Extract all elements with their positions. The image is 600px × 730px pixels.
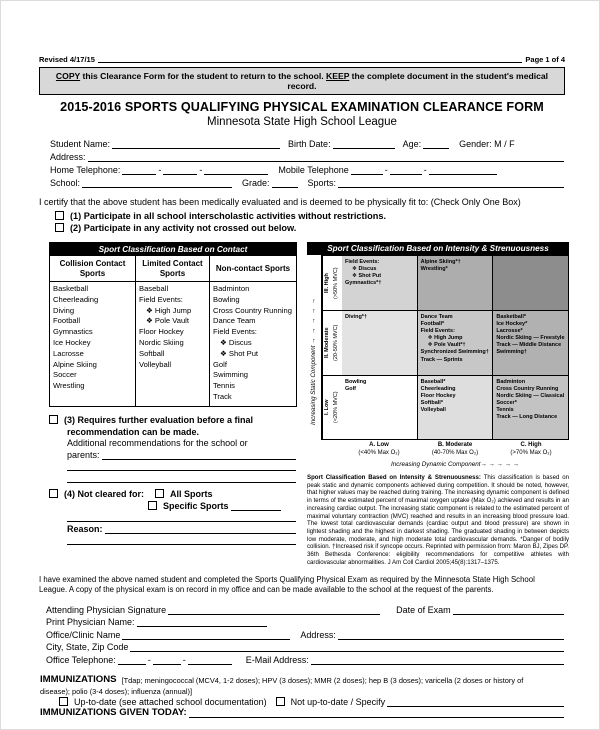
- contact-column-body: [136, 282, 210, 406]
- blank-line[interactable]: [351, 166, 383, 175]
- checkbox[interactable]: [49, 415, 58, 424]
- checkbox[interactable]: [55, 223, 64, 232]
- form-line: [45, 627, 565, 640]
- field-label: -: [384, 165, 388, 175]
- sport-item: ❖ Discus: [352, 266, 377, 273]
- intensity-row: [322, 376, 568, 439]
- right-column: [307, 242, 569, 566]
- field-label: -: [423, 165, 427, 175]
- form-line: [45, 615, 565, 628]
- form-line: [49, 149, 565, 162]
- sport-item: ❖ Pole Vault: [146, 316, 189, 326]
- meta-rule: [98, 62, 523, 63]
- footnote-body: This classification is based on peak static and dynamic components achieved during competition. It should be noted, however, that higher values may be reached during training. The increasing dynamic component is defined in terms of the estimated percent of maximal oxygen uptake (Max O₂) achieved and results in an increasing cardiac output. The increasing static component is related to the estimated percent of maximal voluntary contraction (MVC) reached and results in an increasing blood pressure load. The lowest total cardiovascular demands (cardiac output and blood pressure) are shown in lightest shading and the highest in darkest shading. The graduated shading in between depicts low moderate, moderate, and high moderate total cardiovascular demands. *Danger of bodily collision. †Increased risk if syncope occurs. Reprinted with permission from: Maron BJ, Zipes DP. 36th Bethesda Conference: eligibility recommendations for competitive athletes with cardiovascular abnormalities. J Am Coll Cardiol 2005;45(8):1317–1375.: [307, 474, 569, 566]
- sport-item: Field Events:: [213, 327, 257, 337]
- field-label: Attending Physician Signature: [46, 604, 167, 615]
- sport-item: Track: [213, 391, 232, 401]
- field-label: (1) Participate in all school interscholastic activities without restrictions.: [70, 211, 387, 221]
- intensity-row-label: I. Low (<20% MVC): [322, 376, 342, 439]
- field-label: E-Mail Address:: [245, 654, 309, 665]
- sport-item: Softball*: [420, 400, 443, 407]
- form-line: [49, 460, 297, 472]
- sport-item: Badminton: [213, 284, 250, 293]
- blank-line[interactable]: [153, 656, 181, 665]
- sport-item: Cheerleading: [420, 386, 456, 393]
- static-axis-label: Increasing Static Component: [310, 344, 317, 426]
- blank-line[interactable]: [311, 656, 564, 665]
- blank-line[interactable]: [333, 140, 395, 149]
- contact-column-header: Non-contact Sports: [210, 256, 296, 282]
- field-label: School:: [50, 178, 81, 188]
- blank-line[interactable]: [423, 140, 449, 149]
- field-label: Specific Sports: [163, 500, 229, 511]
- blank-line[interactable]: [387, 698, 564, 707]
- form-line: [49, 511, 297, 523]
- sport-item: Cross Country Running: [213, 305, 292, 315]
- footnote-lead: Sport Classification Based on Intensity & Strenuousness:: [307, 474, 481, 481]
- keep-text: the complete document in the student's medical record.: [287, 71, 549, 91]
- dynamic-axis-arrows: → → → → →: [480, 461, 520, 468]
- sport-item: Cheerleading: [53, 294, 99, 304]
- blank-line[interactable]: [453, 606, 564, 615]
- form-line: [49, 448, 297, 460]
- form-line: [49, 488, 297, 500]
- sport-item: Nordic Skiing — Classical: [496, 393, 565, 400]
- sport-item: Lacrosse*: [496, 328, 523, 335]
- form-line: [49, 437, 297, 449]
- sport-item: Track — Sprints: [420, 356, 463, 363]
- sport-item: Basketball*: [496, 314, 526, 320]
- blank-line[interactable]: [188, 656, 232, 665]
- form-line: [39, 696, 565, 707]
- field-label: Age:: [402, 139, 422, 149]
- blank-line[interactable]: [163, 166, 197, 175]
- contact-column-body: [50, 282, 136, 406]
- form-line: [49, 499, 297, 511]
- form-line: [39, 707, 565, 718]
- sport-item: ❖ Shot Put: [220, 348, 259, 358]
- blank-line[interactable]: [112, 140, 280, 149]
- sport-item: ❖ Shot Put: [352, 273, 382, 280]
- sport-item: Soccer: [53, 370, 77, 380]
- intensity-table-title: Sport Classification Based on Intensity & Strenuousness: [307, 242, 569, 255]
- blank-line[interactable]: [102, 451, 296, 460]
- sport-item: Floor Hockey: [139, 327, 184, 337]
- dynamic-axis-label: Increasing Dynamic Component: [390, 461, 481, 468]
- field-label: -: [158, 165, 162, 175]
- form-title: 2015-2016 SPORTS QUALIFYING PHYSICAL EXAMINATION CLEARANCE FORM: [60, 100, 544, 114]
- form-line: [39, 674, 565, 685]
- section-further-evaluation: [49, 414, 297, 483]
- contact-classification-table: [49, 242, 297, 407]
- sport-item: Dance Team: [213, 316, 256, 326]
- contact-column: [210, 256, 296, 406]
- field-label: Address:: [300, 629, 336, 640]
- contact-table-title: Sport Classification Based on Contact: [50, 243, 296, 256]
- field-label: [Tdap; meningococcal (MCV4, 1-2 doses); HPV (3 doses); MMR (2 doses); hep B (3 doses); varicella (2 doses or history of: [121, 675, 524, 685]
- intensity-cell: [493, 376, 568, 439]
- certify-statement: I certify that the above student has been medically evaluated and is deemed to be physically fit to: (Check Only One Box): [39, 197, 521, 207]
- sport-item: Alpine Skiing*†: [420, 259, 461, 265]
- form-line: [45, 652, 565, 665]
- blank-line[interactable]: [204, 166, 268, 175]
- form-line: [45, 640, 565, 653]
- sport-item: Swimming†: [496, 349, 527, 356]
- sport-item: Volleyball: [139, 359, 172, 369]
- contact-table-columns: [50, 256, 296, 406]
- dynamic-component-axis: [321, 461, 569, 468]
- contact-column: [136, 256, 210, 406]
- form-line: [49, 136, 565, 149]
- sport-item: Floor Hockey: [420, 393, 456, 400]
- page-meta-row: [39, 55, 565, 64]
- intensity-grid: [321, 255, 569, 440]
- sport-item: ❖ High Jump: [146, 305, 192, 315]
- sport-item: Volleyball: [420, 407, 446, 414]
- field-label: Date of Exam: [396, 604, 451, 615]
- blank-line[interactable]: [67, 513, 296, 522]
- field-label: -: [147, 654, 151, 665]
- field-label: parents:: [67, 449, 100, 460]
- sport-item: Golf: [213, 359, 227, 369]
- sport-item: Bowling: [213, 294, 240, 304]
- sport-item: Cross Country Running: [496, 386, 559, 393]
- sport-item: Football: [53, 316, 81, 326]
- intensity-table-body: [307, 255, 569, 468]
- form-line: [49, 425, 297, 437]
- sport-item: Swimming: [213, 370, 249, 380]
- checkbox[interactable]: [155, 489, 164, 498]
- sport-item: Tennis: [496, 407, 514, 414]
- sport-item: Baseball*: [420, 379, 446, 385]
- field-label: Gender: M / F: [459, 139, 515, 149]
- sport-item: Bowling: [345, 379, 367, 385]
- intensity-cell: [418, 256, 494, 310]
- blank-line[interactable]: [88, 153, 564, 162]
- checkbox[interactable]: [49, 489, 58, 498]
- field-label: Student Name:: [50, 139, 111, 149]
- sport-item: Track — Middle Distance: [496, 342, 562, 349]
- intensity-cell: [342, 376, 418, 439]
- field-label: (2) Participate in any activity not crossed out below.: [70, 223, 297, 233]
- blank-line[interactable]: [272, 179, 298, 188]
- blank-line[interactable]: [130, 643, 564, 652]
- revised-date: Revised 4/17/15: [39, 55, 95, 64]
- checkbox[interactable]: [55, 211, 64, 220]
- field-label: Sports:: [307, 178, 337, 188]
- blank-line[interactable]: [105, 525, 296, 534]
- contact-column: [50, 256, 136, 406]
- left-column: [49, 242, 297, 545]
- student-info-fields: [49, 136, 565, 188]
- form-line: [49, 522, 297, 534]
- immunizations-section: [39, 674, 565, 718]
- form-line: [49, 414, 297, 426]
- blank-line[interactable]: [67, 474, 296, 483]
- section-not-cleared: [49, 488, 297, 546]
- field-label: Print Physician Name:: [46, 617, 135, 628]
- field-label: Reason:: [67, 523, 103, 534]
- field-label: All Sports: [170, 489, 213, 500]
- intensity-col-footer: A. Low (<40% Max O₂): [358, 442, 400, 456]
- sport-item: Golf: [345, 386, 356, 393]
- sport-item: ❖ Pole Vault*†: [427, 342, 466, 349]
- sport-item: Diving*†: [345, 314, 368, 320]
- intensity-cell: [342, 311, 418, 375]
- field-label: recommendation can be made.: [67, 426, 200, 437]
- form-subtitle: Minnesota State High School League: [207, 116, 397, 128]
- sport-item: Basketball: [53, 284, 89, 293]
- intensity-row: [322, 311, 568, 376]
- field-label: -: [199, 165, 203, 175]
- physician-fields: [45, 602, 565, 665]
- sport-item: Gymnastics: [53, 327, 93, 337]
- sport-item: Wrestling*: [420, 266, 448, 273]
- blank-line[interactable]: [338, 179, 564, 188]
- field-label: -: [182, 654, 186, 665]
- field-label: Home Telephone:: [50, 165, 121, 175]
- blank-line[interactable]: [82, 179, 232, 188]
- sport-item: Baseball: [139, 284, 169, 293]
- sport-item: Nordic Skiing: [139, 337, 184, 347]
- sport-item: Ice Hockey*: [496, 321, 528, 328]
- sport-item: Softball: [139, 348, 165, 358]
- field-label: Office Telephone:: [46, 654, 116, 665]
- sport-item: ❖ Discus: [220, 337, 252, 347]
- intensity-row-label: II. Moderate (20-50% MVC): [322, 311, 342, 375]
- field-label: Address:: [50, 152, 86, 162]
- sport-item: Track — Long Distance: [496, 414, 558, 421]
- form-line: [45, 602, 565, 615]
- blank-line[interactable]: [67, 462, 296, 471]
- field-label: disease); polio (3-4 doses); influenza (annual)]: [40, 686, 193, 696]
- page-number: Page 1 of 4: [525, 55, 565, 64]
- contact-column-body: [210, 282, 296, 406]
- sport-item: Field Events:: [345, 259, 380, 265]
- field-label: City, State, Zip Code: [46, 642, 129, 653]
- field-label: Up-to-date (see attached school documentation): [74, 696, 267, 707]
- field-label: Additional recommendations for the school or: [67, 438, 248, 449]
- checkbox[interactable]: [148, 501, 157, 510]
- intensity-col-footer: C. High (>70% Max O₂): [510, 442, 552, 456]
- blank-line[interactable]: [231, 502, 281, 511]
- field-label: Office/Clinic Name: [46, 629, 121, 640]
- blank-line[interactable]: [122, 631, 290, 640]
- form-line: [39, 209, 565, 221]
- keep-word: KEEP: [326, 71, 350, 81]
- intensity-col-footer: B. Moderate (40-70% Max O₂): [431, 442, 479, 456]
- form-line: [49, 534, 297, 546]
- blank-line[interactable]: [67, 536, 296, 545]
- form-line: [39, 221, 565, 233]
- intensity-cell: [418, 311, 494, 375]
- intensity-classification-table: [307, 242, 569, 468]
- sport-item: Synchronized Swimming†: [420, 349, 489, 356]
- contact-column-header: Limited Contact Sports: [136, 256, 210, 282]
- intensity-column-footers: [321, 442, 569, 457]
- blank-line[interactable]: [137, 618, 267, 627]
- blank-line[interactable]: [189, 709, 564, 718]
- blank-line[interactable]: [429, 166, 497, 175]
- field-label: (3) Requires further evaluation before a final: [64, 415, 254, 426]
- field-label: IMMUNIZATIONS: [40, 673, 117, 685]
- form-line: [49, 175, 565, 188]
- certify-options: [39, 209, 565, 233]
- sport-item: Wrestling: [53, 381, 85, 391]
- sport-item: Lacrosse: [53, 348, 84, 358]
- blank-line[interactable]: [122, 166, 156, 175]
- intensity-cell: [493, 311, 568, 375]
- sport-item: Nordic Skiing — Freestyle: [496, 335, 565, 342]
- sport-item: Football*: [420, 321, 445, 328]
- blank-line[interactable]: [168, 606, 380, 615]
- sport-item: Ice Hockey: [53, 337, 91, 347]
- sport-item: Gymnastics*†: [345, 280, 382, 287]
- field-label: IMMUNIZATIONS GIVEN TODAY:: [40, 706, 187, 718]
- form-line: [39, 685, 565, 696]
- checkbox[interactable]: [276, 697, 285, 706]
- field-label: Birth Date:: [288, 139, 331, 149]
- copy-notice-banner: [39, 67, 565, 95]
- intensity-row-label: III. High (>50% MVC): [322, 256, 342, 310]
- blank-line[interactable]: [118, 656, 146, 665]
- intensity-grid-wrap: [321, 255, 569, 468]
- intensity-cell: [493, 256, 568, 310]
- sport-item: Tennis: [213, 381, 235, 391]
- classification-footnote: [307, 474, 569, 566]
- intensity-cell: [342, 256, 418, 310]
- intensity-cell: [418, 376, 494, 439]
- static-component-axis: [307, 255, 321, 468]
- field-label: (4) Not cleared for:: [64, 489, 145, 500]
- examination-statement: I have examined the above named student and completed the Sports Qualifying Physical Exam as required by the Minnesota State High School League. A copy of the physical exam is on record in my office and can be made available to the school at the request of the parents.: [39, 575, 535, 595]
- blank-line[interactable]: [390, 166, 422, 175]
- blank-line[interactable]: [338, 631, 564, 640]
- checkbox[interactable]: [59, 697, 68, 706]
- sport-item: Alpine Skiing: [53, 359, 97, 369]
- sport-item: ❖ High Jump: [427, 335, 463, 342]
- form-line: [49, 162, 565, 175]
- field-label: Mobile Telephone: [278, 165, 349, 175]
- sport-item: Field Events:: [420, 328, 455, 335]
- copy-word: COPY: [55, 71, 81, 81]
- field-label: Not up-to-date / Specify: [290, 696, 386, 707]
- sport-item: Field Events:: [139, 294, 183, 304]
- form-line: [49, 471, 297, 483]
- copy-text: this Clearance Form for the student to return to the school.: [80, 71, 327, 81]
- sport-item: Soccer*: [496, 400, 517, 407]
- classification-columns: [39, 242, 569, 566]
- static-axis-arrows: → → → → →: [310, 297, 317, 345]
- field-label: Grade:: [242, 178, 270, 188]
- sport-item: Diving: [53, 305, 75, 315]
- contact-column-header: Collision Contact Sports: [50, 256, 136, 282]
- sport-item: Dance Team: [420, 314, 453, 320]
- intensity-row: [322, 256, 568, 311]
- sport-item: Badminton: [496, 379, 526, 385]
